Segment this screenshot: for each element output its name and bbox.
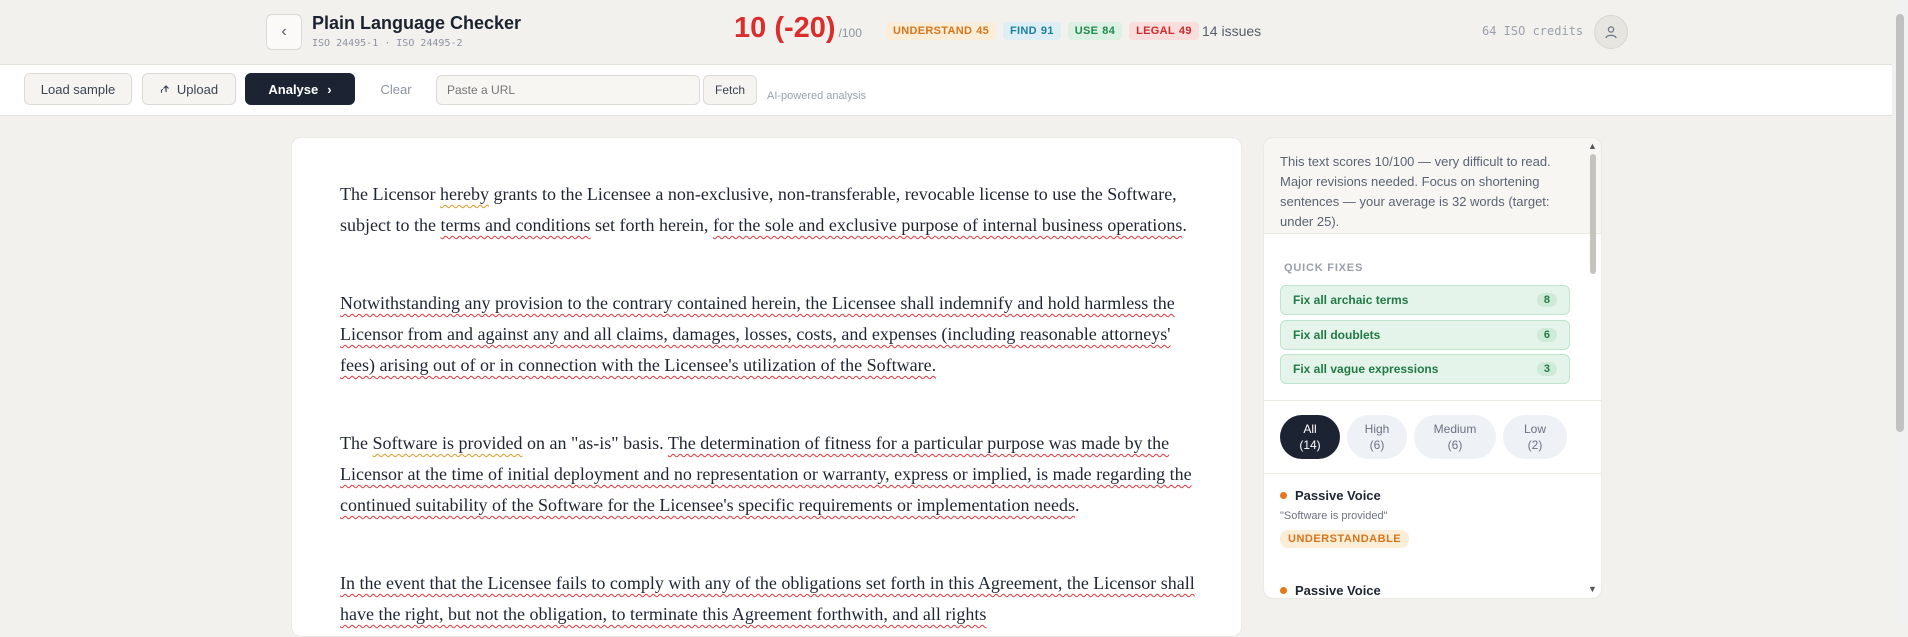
paragraph-1: The Licensor hereby grants to the Licensee a non-exclusive, non-transferable, revocable license to use the Software, subject to the terms and conditions set forth herein, for the sole and exclusive purpose of internal business operations.	[340, 184, 1187, 235]
severity-dot	[1280, 587, 1287, 594]
chevron-left-icon: ‹	[281, 23, 287, 40]
chevron-right-icon: ›	[327, 81, 332, 97]
paragraph-4	[340, 568, 1200, 630]
score-value: 10 (-20)	[734, 12, 836, 44]
severity-filters	[1280, 415, 1567, 459]
flagged-phrase[interactable]: The determination of fitness for a particular purpose was made by the Licensor at the time of initial deployment and no representation or warranty, express or implied, is made regarding the continued suitability of the Software for the Licensee's specific requirements or implementation needs	[340, 433, 1192, 515]
filter-medium[interactable]: Medium (6)	[1414, 415, 1496, 459]
use-score-badge: USE 84	[1068, 22, 1122, 40]
flagged-phrase[interactable]: In the event that the Licensee fails to comply with any of the obligations set forth in this Agreement, the Licensor shall have the right, but not the obligation, to terminate this Agreement forthwith, and all rights	[340, 573, 1195, 624]
ai-analysis-note: AI-powered analysis	[767, 90, 867, 102]
upload-icon	[160, 83, 172, 95]
paragraph-2	[340, 288, 1200, 381]
back-button[interactable]	[266, 14, 302, 50]
find-score-badge: FIND 91	[1003, 22, 1061, 40]
legal-score-badge: LEGAL 49	[1129, 22, 1199, 40]
fix-count-badge: 6	[1537, 328, 1557, 342]
app-title: Plain Language Checker	[312, 13, 522, 33]
top-bar	[0, 0, 1892, 65]
panel-scroll-down-icon[interactable]: ▼	[1588, 584, 1597, 594]
fix-count-badge: 3	[1537, 362, 1557, 376]
paragraph-3: The Software is provided on an "as-is" basis. The determination of fitness for a particular purpose was made by the Licensor at the time of initial deployment and no representation or warranty, express or implied, is made regarding the continued suitability of the Software for the Licensee's specific requirements or implementation needs.	[340, 433, 1192, 515]
panel-scrollbar[interactable]	[1590, 154, 1596, 274]
url-input[interactable]	[436, 75, 700, 105]
flagged-phrase[interactable]: terms and conditions	[440, 215, 591, 235]
user-avatar[interactable]	[1594, 15, 1628, 49]
filter-all[interactable]: All (14)	[1280, 415, 1340, 459]
score-max: /100	[838, 26, 862, 40]
issue-card[interactable]: Passive Voice	[1280, 583, 1580, 598]
fix-count-badge: 8	[1537, 293, 1557, 307]
flagged-phrase[interactable]: Notwithstanding any provision to the contrary contained herein, the Licensee shall indemnify and hold harmless the Licensor from and against any and all claims, damages, losses, costs, and expenses (including reasonable attorneys' fees) arising out of or in connection with the Licensee's utilization of the Software.	[340, 293, 1175, 375]
upload-button[interactable]: Upload	[142, 73, 236, 105]
understand-score-badge: UNDERSTAND 45	[886, 22, 996, 40]
quick-fixes-title: QUICK FIXES	[1284, 262, 1364, 274]
category-scores	[886, 22, 1199, 40]
score-display	[734, 12, 862, 45]
issues-count: 14 issues	[1202, 23, 1262, 39]
app-subtitle: ISO 24495-1 · ISO 24495-2	[312, 38, 463, 49]
page-scrollbar-thumb[interactable]	[1896, 14, 1904, 432]
severity-dot	[1280, 492, 1287, 499]
issue-card[interactable]: Passive Voice "Software is provided" UNDERSTANDABLE	[1280, 488, 1580, 548]
score-summary: This text scores 10/100 — very difficult to read. Major revisions needed. Focus on shortening sentences — your average is 32 words (target: under 25).	[1264, 138, 1601, 234]
divider	[1264, 473, 1601, 474]
filter-low[interactable]: Low (2)	[1503, 415, 1567, 459]
flagged-phrase[interactable]: for the sole and exclusive purpose of internal business operations	[712, 215, 1183, 235]
user-icon	[1604, 25, 1618, 39]
fix-vague-expressions-button[interactable]: Fix all vague expressions 3	[1280, 354, 1570, 384]
analyse-button[interactable]: Analyse ›	[245, 73, 355, 105]
clear-button[interactable]: Clear	[380, 81, 412, 97]
analysis-panel	[1263, 137, 1602, 599]
toolbar	[0, 65, 1892, 116]
fetch-button[interactable]: Fetch	[703, 75, 757, 105]
flagged-phrase[interactable]: hereby	[439, 184, 489, 204]
issue-quote: "Software is provided"	[1280, 510, 1388, 522]
load-sample-button[interactable]: Load sample	[24, 73, 132, 105]
flagged-phrase[interactable]: Software is provided	[372, 433, 523, 453]
filter-high[interactable]: High (6)	[1347, 415, 1407, 459]
credits-count: 64 ISO credits	[1482, 24, 1584, 38]
fix-archaic-terms-button[interactable]: Fix all archaic terms 8	[1280, 285, 1570, 315]
panel-scroll-up-icon[interactable]: ▲	[1588, 141, 1597, 151]
text-editor[interactable]	[291, 137, 1242, 637]
fix-doublets-button[interactable]: Fix all doublets 6	[1280, 320, 1570, 350]
divider	[1264, 400, 1601, 401]
issue-category-tag: UNDERSTANDABLE	[1280, 530, 1409, 548]
